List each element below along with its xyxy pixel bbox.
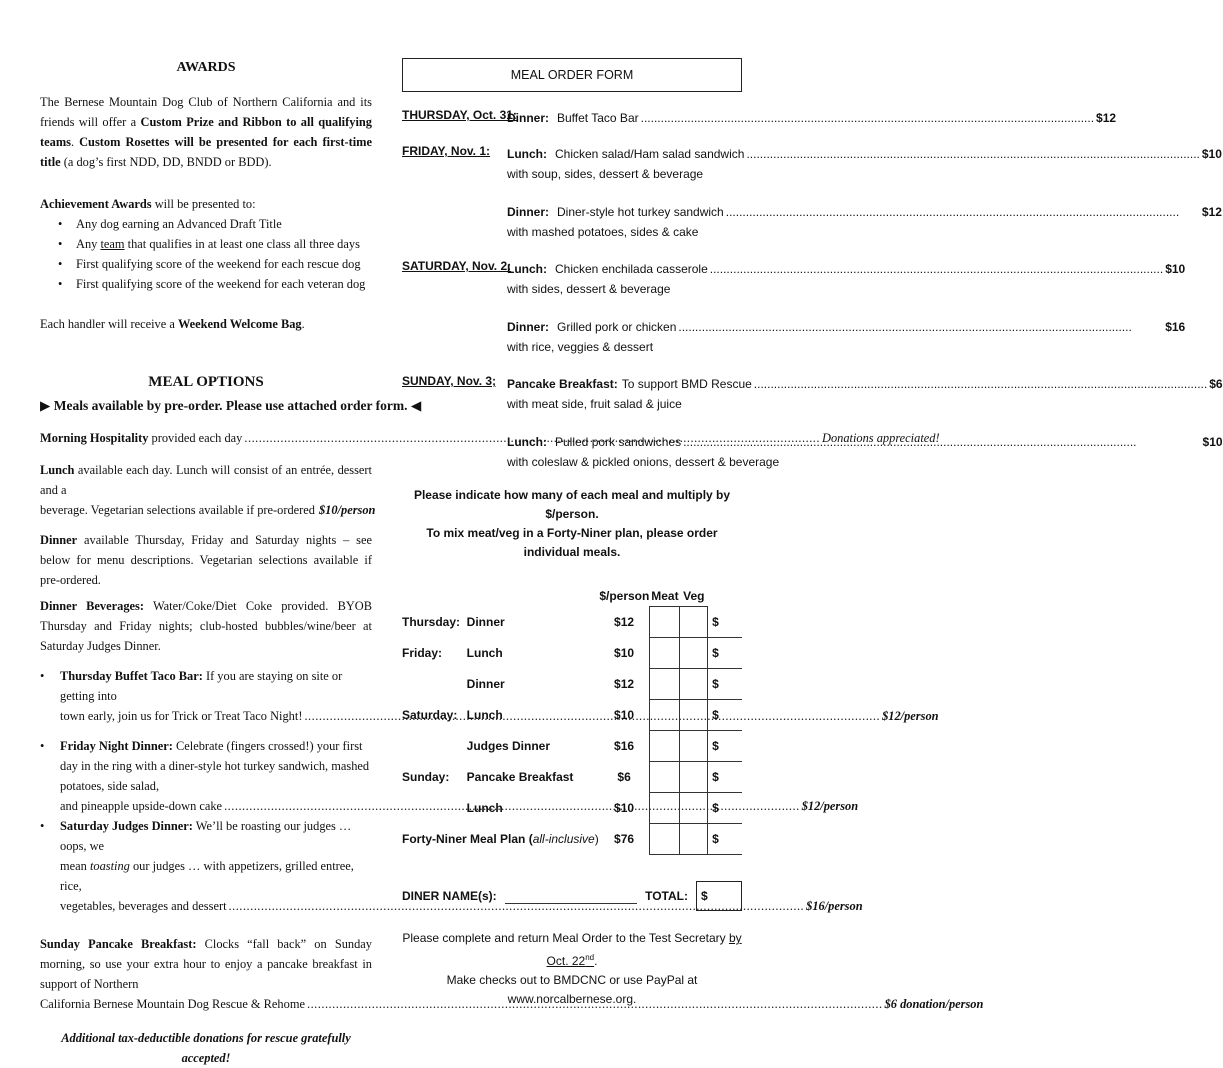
achievement-awards: Achievement Awards will be presented to: xyxy=(40,197,256,211)
form-title-box xyxy=(402,58,742,92)
row-total[interactable]: $ xyxy=(708,793,742,824)
diner-name-label: DINER NAME(s): xyxy=(402,889,497,903)
table-row: Judges Dinner $16 $ xyxy=(402,731,742,762)
table-row: Lunch $10 $ xyxy=(402,793,742,824)
achievement-list xyxy=(40,214,372,294)
total-field[interactable]: $ xyxy=(696,881,742,911)
meat-qty-input[interactable] xyxy=(650,762,680,793)
col-per-person: $/person xyxy=(599,589,650,604)
menu-friday: FRIDAY, Nov. 1: Lunch: Chicken salad/Ham salad sandwich ..... $10 with soup, sides, dessert & beverage Dinner: Diner-style hot turkey sandwich ..... $12 with mashed potatoes, sides & cake xyxy=(402,144,742,242)
veg-qty-input[interactable] xyxy=(680,793,708,824)
menu-thursday: THURSDAY, Oct. 31: Dinner: Buffet Taco Bar ..... $12 xyxy=(402,108,742,128)
order-footer: Please complete and return Meal Order to the Test Secretary by Oct. 22nd. Make checks out to BMDCNC or use PayPal at www.norcalbernese.org. xyxy=(402,931,742,1006)
sunday-breakfast: Sunday Pancake Breakfast: Clocks “fall back” on Sunday morning, so use your extra hour to enjoy a pancake breakfast in support of Northern California Bernese Mountain Dog Rescue & Rehome ..... $6 donation/person xyxy=(40,934,372,1014)
veg-qty-input[interactable] xyxy=(680,638,708,669)
day-label: SUNDAY, Nov. 3; xyxy=(402,374,497,388)
veg-qty-input[interactable] xyxy=(680,731,708,762)
meat-qty-input[interactable] xyxy=(650,824,680,855)
col-veg: Veg xyxy=(683,589,705,603)
form-title: MEAL ORDER FORM xyxy=(510,68,634,82)
veg-qty-input[interactable] xyxy=(680,824,708,855)
dinner-beverages: Dinner Beverages: Water/Coke/Diet Coke provided. BYOB Thursday and Friday nights; club-hosted bubbles/wine/beer at Saturday Judges Dinner. xyxy=(40,599,372,653)
table-row: Forty-Niner Meal Plan (all-inclusive) $76 $ xyxy=(402,824,742,855)
order-instructions: Please indicate how many of each meal and multiply by $/person. To mix meat/veg in a Forty-Niner plan, please order individual meals. xyxy=(413,488,731,559)
table-row: Dinner $12 $ xyxy=(402,669,742,700)
meat-qty-input[interactable] xyxy=(650,669,680,700)
menu-saturday: SATURDAY, Nov. 2: Lunch: Chicken enchilada casserole ..... $10 with sides, dessert & beverage Dinner: Grilled pork or chicken ..... $16 with rice, veggies & dessert xyxy=(402,259,742,357)
veg-qty-input[interactable] xyxy=(680,607,708,638)
day-label: THURSDAY, Oct. 31: xyxy=(402,108,517,122)
meat-qty-input[interactable] xyxy=(650,793,680,824)
meat-qty-input[interactable] xyxy=(650,638,680,669)
list-item: • Thursday Buffet Taco Bar: If you are staying on site or getting into town early, join us for Trick or Treat Taco Night! ..... $12/person xyxy=(40,666,372,726)
menu-sunday: SUNDAY, Nov. 3; Pancake Breakfast: To support BMD Rescue ..... $6 with meat side, fruit salad & juice Lunch: Pulled pork sandwiches ..... $10 with coleslaw & pickled onions, dessert & beverage xyxy=(402,374,742,472)
awards-intro: The Bernese Mountain Dog Club of Northern California and its friends will offer a Custom Prize and Ribbon to all qualifying teams. Custom Rosettes will be presented for each first-time title (a dog’s first NDD, DD, BNDD or BDD). xyxy=(40,95,372,169)
list-item: • Any dog earning an Advanced Draft Title xyxy=(40,214,372,234)
meat-qty-input[interactable] xyxy=(650,607,680,638)
meat-qty-input[interactable] xyxy=(650,700,680,731)
veg-qty-input[interactable] xyxy=(680,762,708,793)
morning-hospitality: Morning Hospitality provided each day ..... Donations appreciated! xyxy=(40,428,372,448)
order-table xyxy=(402,586,742,855)
list-item: • First qualifying score of the weekend for each veteran dog xyxy=(40,274,372,294)
list-item: • First qualifying score of the weekend for each rescue dog xyxy=(40,254,372,274)
closing-note: Additional tax-deductible donations for rescue gratefully accepted! xyxy=(61,1031,351,1065)
row-total[interactable]: $ xyxy=(708,762,742,793)
dinner-description: Dinner available Thursday, Friday and Saturday nights – see below for menu descriptions. Vegetarian selections available if pre-ordered. xyxy=(40,533,372,587)
meal-options-subtitle: ▶ Meals available by pre-order. Please use attached order form. ◀ xyxy=(40,398,422,413)
col-meat: Meat xyxy=(651,589,679,603)
diner-name-field[interactable] xyxy=(505,889,637,904)
table-row: Friday: Lunch $10 $ xyxy=(402,638,742,669)
list-item: • Any team that qualifies in at least one class all three days xyxy=(40,234,372,254)
row-total[interactable]: $ xyxy=(708,824,742,855)
table-row: Thursday: Dinner $12 $ xyxy=(402,607,742,638)
list-item: • Friday Night Dinner: Celebrate (fingers crossed!) your first day in the ring with a diner-style hot turkey sandwich, mashed potatoes, side salad, and pineapple upside-down cake ..... $12/person xyxy=(40,736,372,816)
day-label: FRIDAY, Nov. 1: xyxy=(402,144,491,158)
meat-qty-input[interactable] xyxy=(650,731,680,762)
row-total[interactable]: $ xyxy=(708,607,742,638)
diner-total-row xyxy=(402,881,742,911)
row-total[interactable]: $ xyxy=(708,731,742,762)
list-item: • Saturday Judges Dinner: We’ll be roasting our judges … oops, we mean toasting our judges … with appetizers, grilled entree, rice, vegetables, beverages and dessert ..... $16/person xyxy=(40,816,372,916)
row-total[interactable]: $ xyxy=(708,669,742,700)
row-total[interactable]: $ xyxy=(708,700,742,731)
row-total[interactable]: $ xyxy=(708,638,742,669)
day-label: SATURDAY, Nov. 2: xyxy=(402,259,512,273)
table-row: Saturday: Lunch $10 $ xyxy=(402,700,742,731)
table-row: Sunday: Pancake Breakfast $6 $ xyxy=(402,762,742,793)
veg-qty-input[interactable] xyxy=(680,700,708,731)
lunch-description: Lunch available each day. Lunch will consist of an entrée, dessert and a beverage. Vegetarian selections available if pre-ordered $10/person xyxy=(40,463,376,517)
veg-qty-input[interactable] xyxy=(680,669,708,700)
meal-options-heading: MEAL OPTIONS xyxy=(148,374,264,390)
total-label: TOTAL: xyxy=(645,889,688,903)
handler-bag-note: Each handler will receive a Weekend Welcome Bag. xyxy=(40,317,305,331)
awards-heading: AWARDS xyxy=(176,60,236,75)
